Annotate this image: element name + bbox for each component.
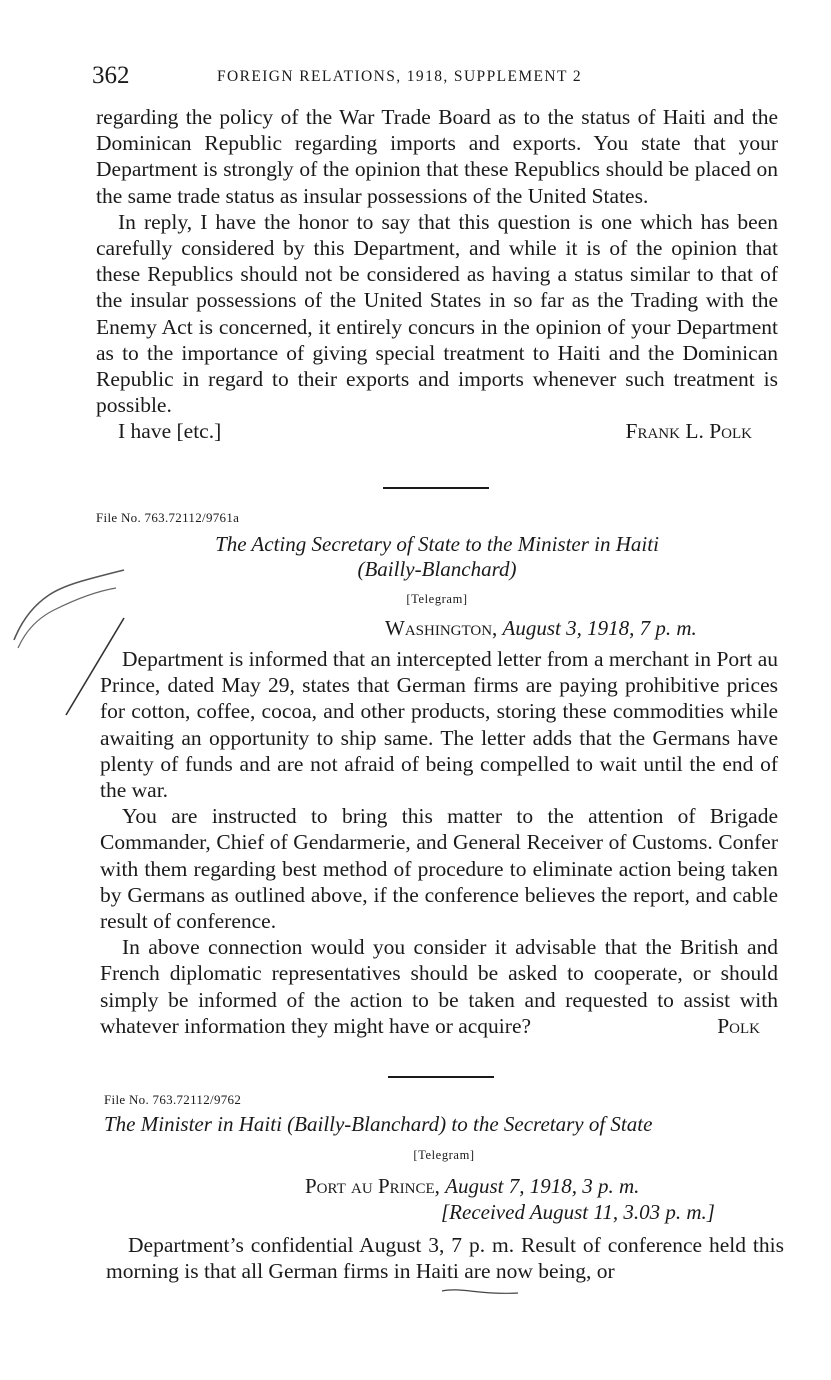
marginal-scribble	[14, 570, 124, 640]
marginal-stroke	[66, 618, 124, 715]
dateline-place: Port au Prince,	[305, 1174, 440, 1198]
document-title-line: The Acting Secretary of State to the Minister in Haiti	[215, 532, 659, 556]
file-number: File No. 763.72112/9761a	[96, 510, 240, 525]
running-title: FOREIGN RELATIONS, 1918, SUPPLEMENT 2	[217, 68, 582, 85]
section-divider	[383, 487, 489, 489]
document-title-line: (Bailly-Blanchard)	[357, 557, 517, 581]
telegram-tag: [Telegram]	[413, 1148, 475, 1162]
letter1-body	[96, 104, 778, 445]
letter1-closing-line	[96, 418, 778, 444]
document-title: The Minister in Haiti (Bailly-Blanchard) to the Secretary of State	[104, 1112, 653, 1136]
handwritten-marginal-note	[4, 560, 134, 720]
document-title	[96, 532, 778, 582]
telegram-paragraph: You are instructed to bring this matter to the attention of Brigade Commander, Chief of Gendarmerie, and General Receiver of Customs. Confer with them regarding best method of procedure to eliminate action being taken by Germans as outlined above, if the conference believes the report, and cable result of conference.	[100, 804, 778, 934]
dateline-place: Washington,	[385, 616, 498, 640]
dateline-date: August 3, 1918, 7 p. m.	[502, 616, 697, 640]
page-number: 362	[92, 62, 130, 89]
dateline-date: August 7, 1918, 3 p. m.	[445, 1174, 640, 1198]
letter1-signature: Frank L. Polk	[625, 419, 752, 444]
telegram-paragraph: Department’s confidential August 3, 7 p. m. Result of conference held this morning is that all German firms in Haiti are now being, or	[106, 1233, 784, 1284]
marginal-scribble	[18, 588, 116, 648]
received-line: [Received August 11, 3.03 p. m.]	[441, 1200, 715, 1224]
telegram-paragraph: In above connection would you consider it advisable that the British and French diplomatic representatives should be asked to cooperate, or should simply be informed of the action to be taken and requested to assist with whatever information they might have or acquire?	[100, 935, 778, 1038]
telegram-signature: Polk	[717, 1014, 760, 1039]
letter1-closing: I have [etc.]	[118, 419, 222, 444]
dateline	[385, 616, 697, 641]
telegram-tag: [Telegram]	[406, 592, 468, 606]
dateline	[305, 1174, 639, 1199]
pencil-mark	[440, 1285, 520, 1297]
telegram-body	[100, 646, 778, 1039]
file-number: File No. 763.72112/9762	[104, 1092, 242, 1107]
telegram-paragraph: Department is informed that an intercepted letter from a merchant in Port au Prince, dated May 29, states that German firms are paying prohibitive prices for cotton, coffee, cocoa, and other products, storing these commodities while awaiting an opportunity to ship same. The letter adds that the Germans have plenty of funds and are not afraid of being compelled to wait until the end of the war.	[100, 647, 778, 803]
letter1-paragraph: regarding the policy of the War Trade Board as to the status of Haiti and the Dominican Republic regarding imports and exports. You state that your Department is strongly of the opinion that these Republics should be placed on the same trade status as insular possessions of the United States.	[96, 105, 778, 208]
letter1-paragraph: In reply, I have the honor to say that this question is one which has been carefully considered by this Department, and while it is of the opinion that these Republics should not be considered as having a status similar to that of the insular possessions of the United States in so far as the Trading with the Enemy Act is concerned, it entirely concurs in the opinion of your Department as to the importance of giving special treatment to Haiti and the Dominican Republic in regard to their exports and imports whenever such treatment is possible.	[96, 209, 778, 418]
telegram-body	[106, 1232, 784, 1284]
page-header	[92, 62, 752, 96]
section-divider	[388, 1076, 494, 1078]
